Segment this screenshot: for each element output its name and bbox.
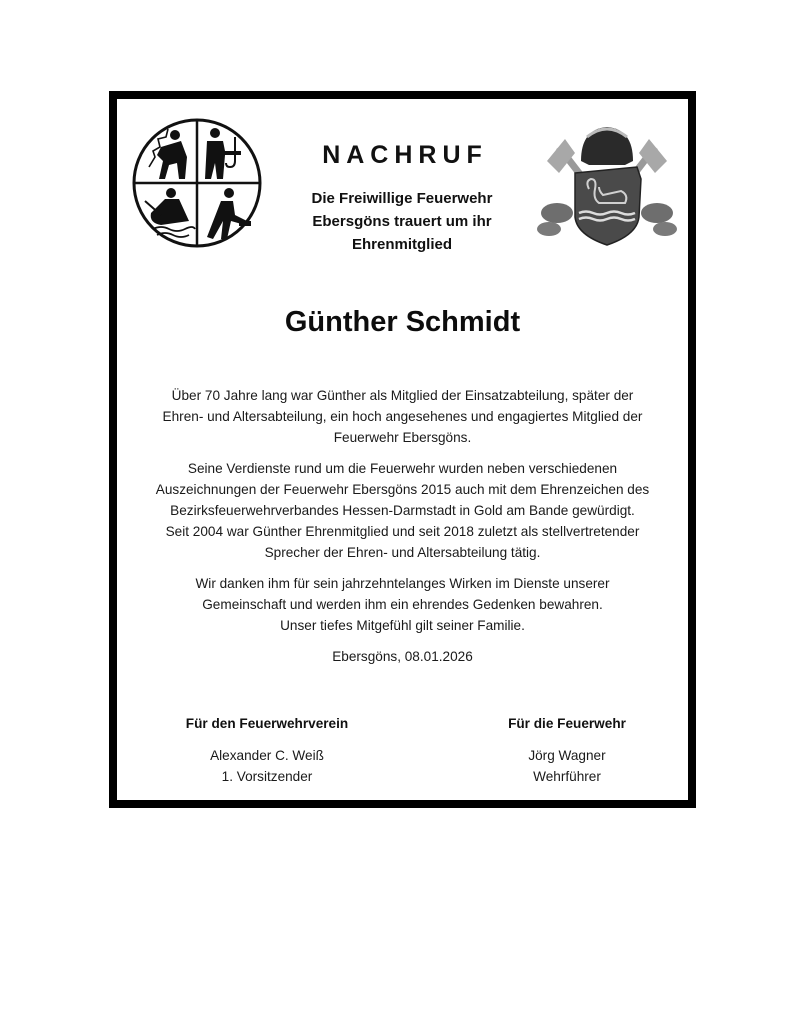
subtitle-line: Ebersgöns trauert um ihr	[312, 213, 492, 230]
signature-heading: Für die Feuerwehr	[508, 716, 626, 731]
signature-heading: Für den Feuerwehrverein	[185, 716, 349, 731]
subtitle-line: Die Freiwillige Feuerwehr	[311, 190, 493, 207]
signatory-name: Alexander C. Weiß	[210, 748, 324, 763]
signatory-role: 1. Vorsitzender	[221, 769, 313, 784]
obituary-body	[117, 385, 688, 677]
obituary-frame	[109, 91, 696, 808]
signature-association	[147, 713, 387, 787]
header	[287, 139, 517, 256]
signature-fire-brigade	[467, 713, 667, 787]
subtitle-line: Ehrenmitglied	[351, 236, 452, 253]
document-title: NACHRUF	[322, 141, 488, 169]
subtitle	[287, 187, 517, 256]
paragraph-membership: Über 70 Jahre lang war Günther als Mitglied der Einsatzabteilung, später der Ehren- und Altersabteilung, ein hoch angesehenes und engagiertes Mitglied der Feuerwehr Ebersgöns.	[162, 388, 643, 445]
fire-brigade-emblem-icon	[131, 117, 263, 249]
place-date: Ebersgöns, 08.01.2026	[332, 649, 473, 664]
signatory-role: Wehrführer	[533, 769, 601, 784]
deceased-name: Günther Schmidt	[284, 306, 521, 338]
municipal-coat-of-arms-icon	[529, 117, 685, 247]
paragraph-thanks: Wir danken ihm für sein jahrzehntelanges Wirken im Dienste unserer Gemeinschaft und werden ihm ein ehrendes Gedenken bewahren. Unser tiefes Mitgefühl gilt seiner Familie.	[195, 576, 610, 633]
signatures	[117, 713, 688, 793]
signatory-name: Jörg Wagner	[528, 748, 606, 763]
paragraph-honors: Seine Verdienste rund um die Feuerwehr wurden neben verschiedenen Auszeichnungen der Feuerwehr Ebersgöns 2015 auch mit dem Ehrenzeichen des Bezirksfeuerwehrverbandes Hessen-Darmstadt in Gold am Bande gewürdigt. Seit 2004 war Günther Ehrenmitglied und seit 2018 zuletzt als stellvertretender Sprecher der Ehren- und Altersabteilung tätig.	[155, 461, 650, 560]
